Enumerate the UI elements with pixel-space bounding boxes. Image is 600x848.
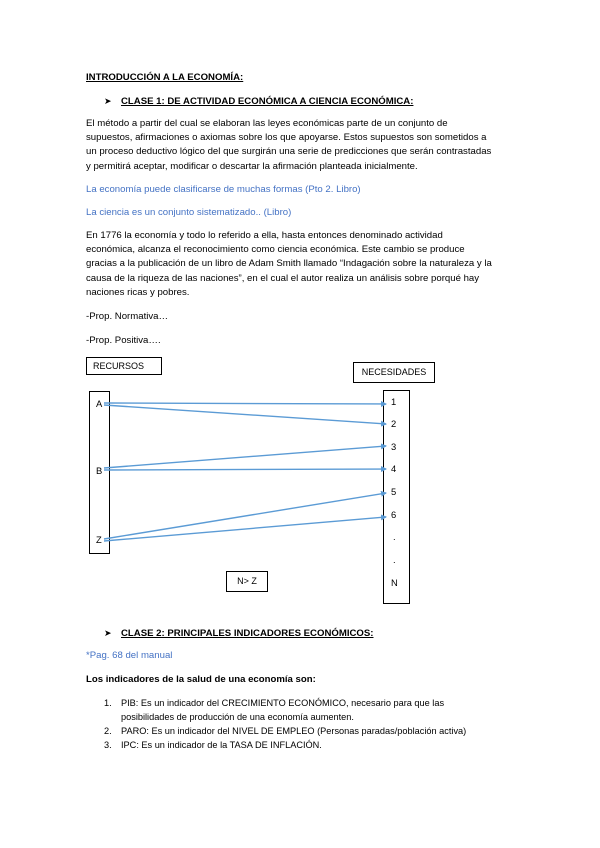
bullet-arrow-icon: ➤ [104,96,112,106]
arrow-a-2 [104,405,386,424]
resource-label: Z [96,534,102,545]
prop-positiva: -Prop. Positiva…. [86,335,161,346]
resource-label: A [96,398,103,409]
bullet-arrow-icon: ➤ [104,628,112,638]
paragraph-line: naciones ricas y pobres. [86,286,190,298]
necesidades-box: NECESIDADES [353,362,435,383]
paragraph-line: económica, alcanza el reconocimiento como ciencia económica. Este cambio se produce [86,244,465,256]
prop-normativa: -Prop. Normativa… [86,311,169,322]
list-number: 2. [104,726,112,736]
indicator-pib-cont: posibilidades de producción de una economía aumenten. [121,712,354,722]
need-label: . [393,554,396,565]
paragraph-line: En 1776 la economía y todo lo referido a ella, hasta entonces denominado actividad [86,230,443,241]
list-number: 1. [104,698,112,708]
paragraph-line: un proceso deductivo lógico del que surgirán una serie de predicciones que serán contrastadas [86,146,492,158]
clase1-heading: CLASE 1: DE ACTIVIDAD ECONÓMICA A CIENCIA ECONÓMICA: [121,96,414,107]
indicator-pib: PIB: Es un indicador del CRECIMIENTO ECONÓMICO, necesario para que las [121,698,445,708]
resource-label: B [96,465,103,476]
need-label: 2 [391,418,397,429]
paragraph-line: gracias a la publicación de un libro de Adam Smith llamado “Indagación sobre la naturaleza y la [86,258,492,270]
list-number: 3. [104,740,112,750]
clase2-heading: CLASE 2: PRINCIPALES INDICADORES ECONÓMICOS: [121,628,374,639]
indicator-paro: PARO: Es un indicador del NIVEL DE EMPLEO (Personas paradas/población activa) [121,726,467,736]
recursos-box: RECURSOS [86,357,162,375]
relation-box: N> Z [226,571,268,592]
arrow-b-4 [104,469,386,470]
paragraph-line: causa de la riqueza de las naciones”, en el cual el autor realiza un análisis sobre porqué hay [86,272,480,284]
need-label: 1 [391,396,397,407]
note-classification: La economía puede clasificarse de muchas formas (Pto 2. Libro) [86,184,361,195]
indicator-ipc: IPC: Es un indicador de la TASA DE INFLACIÓN. [121,740,322,750]
need-label: 4 [391,463,397,474]
paragraph-line: supuestos, afirmaciones o axiomas sobre los que apoyarse. Estos supuestos son sometidos a [86,132,487,144]
arrow-z-6 [104,517,386,541]
paragraph-line: El método a partir del cual se elaboran las leyes económicas parte de un conjunto de [86,118,448,129]
paragraph-line: y permitirá aceptar, modificar o descartar la afirmación planteada inicialmente. [86,160,418,172]
need-label: 3 [391,441,397,452]
manual-reference: *Pag. 68 del manual [86,650,173,661]
need-label: 6 [391,509,397,520]
indicators-intro: Los indicadores de la salud de una economía son: [86,674,316,685]
need-label: 5 [391,486,397,497]
arrow-z-5 [104,493,386,539]
need-label: . [393,531,396,542]
arrow-b-3 [104,446,386,468]
page-title: INTRODUCCIÓN A LA ECONOMÍA: [86,72,244,83]
note-science: La ciencia es un conjunto sistematizado.. (Libro) [86,207,292,218]
need-label: N [391,577,398,588]
arrow-a-1 [104,403,386,404]
